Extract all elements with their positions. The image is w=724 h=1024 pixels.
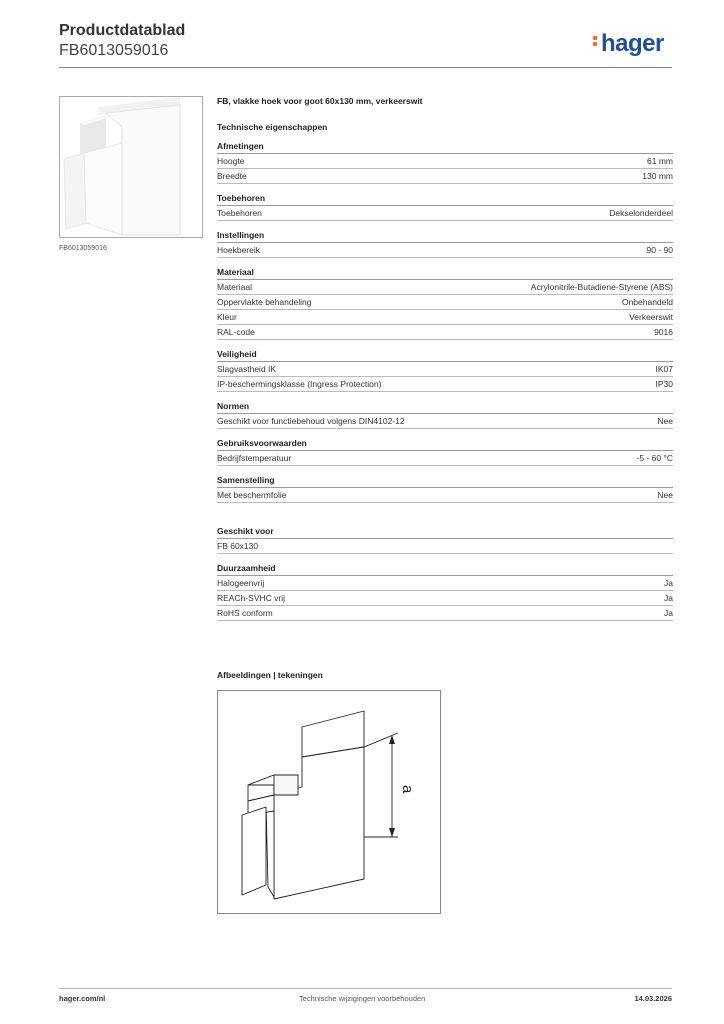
spec-value: Acrylonitrile-Butadiene-Styrene (ABS) — [530, 282, 673, 292]
product-code: FB6013059016 — [59, 42, 169, 59]
spec-key: Hoogte — [217, 156, 245, 166]
spec-key: IP-beschermingsklasse (Ingress Protection) — [217, 379, 382, 389]
footer-link[interactable]: hager.com/nl — [59, 994, 106, 1003]
spec-content — [217, 96, 673, 621]
group-title: Materiaal — [217, 267, 673, 280]
dimension-label: a — [399, 785, 416, 794]
sustainability-group — [217, 563, 673, 621]
group-title: Instellingen — [217, 230, 673, 243]
group-title: Geschikt voor — [217, 526, 673, 539]
spec-value: 90 - 90 — [646, 245, 673, 255]
spec-row — [217, 206, 673, 221]
group-title: Toebehoren — [217, 193, 673, 206]
spec-key: FB 60x130 — [217, 541, 259, 551]
spec-key: Kleur — [217, 312, 237, 322]
spec-value: IP30 — [655, 379, 673, 389]
spec-key: Geschikt voor functiebehoud volgens DIN4102-12 — [217, 416, 405, 426]
spec-value: Ja — [664, 578, 673, 588]
spec-group — [217, 349, 673, 392]
page-header — [59, 22, 185, 60]
spec-row — [217, 169, 673, 184]
spec-row — [217, 154, 673, 169]
spec-key: Hoekbereik — [217, 245, 260, 255]
spec-value: IK07 — [655, 364, 673, 374]
spec-key: RoHS conform — [217, 608, 273, 618]
spec-value: Onbehandeld — [621, 297, 673, 307]
spec-key: Materiaal — [217, 282, 252, 292]
spec-value: Nee — [657, 416, 673, 426]
spec-row — [217, 362, 673, 377]
spec-group — [217, 475, 673, 503]
hager-logo — [593, 30, 664, 58]
spec-row — [217, 414, 673, 429]
spec-key: Met beschermfolie — [217, 490, 287, 500]
spec-key: Oppervlakte behandeling — [217, 297, 312, 307]
spec-value: 9016 — [654, 327, 673, 337]
spec-row — [217, 539, 673, 554]
footer-disclaimer: Technische wijzigingen voorbehouden — [299, 994, 426, 1003]
spec-key: RAL-code — [217, 327, 255, 337]
product-image — [59, 96, 203, 238]
spec-group — [217, 438, 673, 466]
spec-value: 130 mm — [642, 171, 673, 181]
logo-dots-icon — [593, 34, 599, 48]
spec-group — [217, 141, 673, 184]
footer-date: 14.03.2026 — [634, 994, 672, 1003]
spec-row — [217, 325, 673, 340]
logo-text: hager — [601, 30, 664, 57]
spec-key: REACh-SVHC vrij — [217, 593, 286, 603]
spec-group — [217, 193, 673, 221]
group-title: Afmetingen — [217, 141, 673, 154]
section-title: Technische eigenschappen — [217, 122, 328, 132]
product-title: FB, vlakke hoek voor goot 60x130 mm, verkeerswit — [217, 96, 423, 106]
corner-drawing-icon — [218, 691, 440, 913]
spec-key: Breedte — [217, 171, 247, 181]
spec-row — [217, 451, 673, 466]
spec-value: 61 mm — [647, 156, 673, 166]
spec-groups — [217, 141, 673, 503]
spec-value: -5 - 60 °C — [636, 453, 673, 463]
technical-drawing — [217, 690, 441, 914]
spec-value: Ja — [664, 593, 673, 603]
image-caption: FB6013059016 — [59, 245, 107, 252]
spec-key: Toebehoren — [217, 208, 262, 218]
footer-divider — [59, 988, 672, 989]
spec-group — [217, 267, 673, 340]
document-title: Productdatablad — [59, 22, 186, 39]
spec-value: Verkeerswit — [629, 312, 673, 322]
product-photo-icon — [60, 97, 202, 237]
spec-key: Bedrijfstemperatuur — [217, 453, 292, 463]
header-divider — [59, 67, 672, 68]
spec-value: Nee — [657, 490, 673, 500]
spec-key: Slagvastheid IK — [217, 364, 277, 374]
group-title: Samenstelling — [217, 475, 673, 488]
spec-row — [217, 606, 673, 621]
spec-group — [217, 401, 673, 429]
group-title: Veiligheid — [217, 349, 673, 362]
spec-row — [217, 280, 673, 295]
group-title: Gebruiksvoorwaarden — [217, 438, 673, 451]
spec-row — [217, 576, 673, 591]
spec-row — [217, 310, 673, 325]
group-title: Duurzaamheid — [217, 563, 673, 576]
spec-key: Halogeenvrij — [217, 578, 265, 588]
spec-group — [217, 230, 673, 258]
spec-row — [217, 243, 673, 258]
spec-row — [217, 295, 673, 310]
drawings-title: Afbeeldingen | tekeningen — [217, 670, 323, 680]
spec-value: Dekselonderdeel — [609, 208, 673, 218]
group-title: Normen — [217, 401, 673, 414]
spec-row — [217, 488, 673, 503]
spec-value: Ja — [664, 608, 673, 618]
suitable-group — [217, 526, 673, 554]
spec-row — [217, 591, 673, 606]
spec-row — [217, 377, 673, 392]
